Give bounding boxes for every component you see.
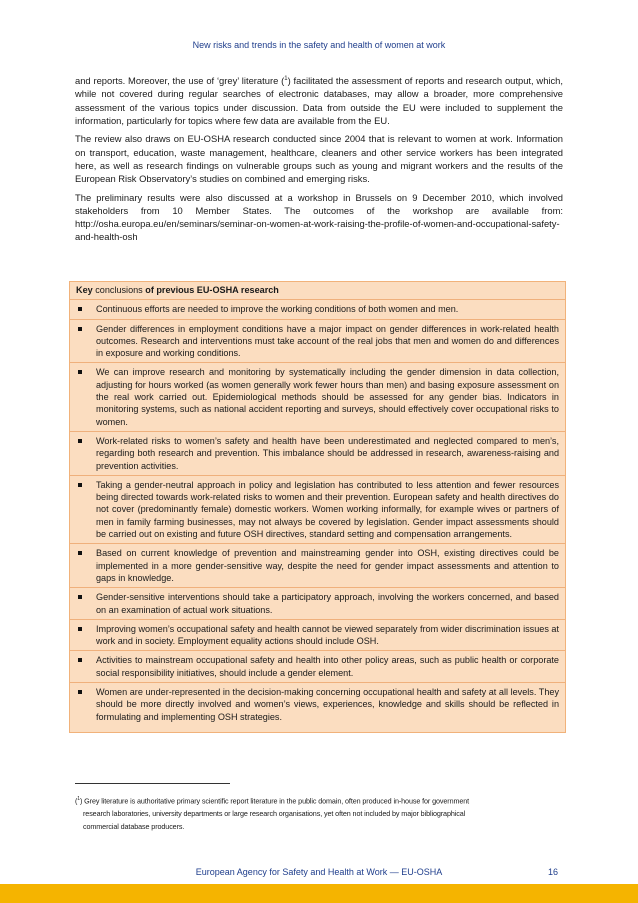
list-item: Gender differences in employment conditions have a major impact on gender differences in work-related health outcomes. Research and interventions must take account of the real jobs that men and women do and differences in exposure and working conditions. (70, 320, 565, 364)
bullet-square-icon (78, 370, 82, 374)
bullet-square-icon (78, 327, 82, 331)
body-text (75, 73, 563, 249)
footer-band (0, 884, 638, 903)
footnote-marker: 1 (77, 796, 80, 802)
footnote: ($^1$) Grey literature is authoritative primary scientific report literature in the public domain, often produced in-house for government research laboratories, university departments or large research organisations, yet often not included by major bibliographical commercial database producers. (75, 796, 470, 831)
list-item: Improving women’s occupational safety and health cannot be viewed separately from wider discrimination issues at work and in society. Employment equality actions should include OSH. (70, 620, 565, 652)
bullet-square-icon (78, 551, 82, 555)
running-header: New risks and trends in the safety and health of women at work (192, 40, 446, 50)
list-item: Activities to mainstream occupational safety and health into other policy areas, such as public health or corporate social responsibility initiatives, should include a gender element. (70, 651, 565, 683)
bullet-square-icon (78, 483, 82, 487)
paragraph-workshop: The preliminary results were also discussed at a workshop in Brussels on 9 December 2010, which involved stakeholders from 10 Member States. The outcomes of the workshop are available from: http://osha.europa.eu/en/seminars/seminar-on-women-at-work-raising-the-profile-of-women-and-occupational-safety-and-health-osh (75, 191, 563, 243)
list-item: We can improve research and monitoring by systematically including the gender dimension in data collection, adjusting for hours worked (as women generally work fewer hours than men) and basing exposure assessment on the real work carried out. Epidemiological methods should be assessed for any gender bias. Indicators in monitoring systems, such as national accident reporting and surveys, should effectively cover occupational risks to women. (70, 363, 565, 431)
paragraph-grey-literature: and reports. Moreover, the use of ‘grey’ literature ($^1$) facilitated the assessment of reports and research output, which, while not covered during regular searches of electronic databases, may allow a broader, more comprehensive assessment of the various topics under discussion. Data from outside the EU were included to supplement the information, particularly for topics where few data are available from the EU. (75, 75, 564, 127)
list-item: Based on current knowledge of prevention and mainstreaming gender into OSH, existing directives could be implemented in a more gender-sensitive way, despite the need for gender impact assessments and attention to gaps in knowledge. (70, 544, 565, 588)
footer-agency: European Agency for Safety and Health at Work — EU-OSHA (195, 867, 443, 877)
key-conclusions-title: Key conclusions of previous EU-OSHA research (70, 282, 565, 300)
key-conclusions-box (69, 281, 566, 733)
paragraph-review: The review also draws on EU-OSHA research conducted since 2004 that is relevant to women at work. Information on transport, education, waste management, healthcare, cleaners and other service workers has been integrated here, as well as research findings on vulnerable groups such as young and migrant workers and the results of the European Risk Observatory’s studies on combined and emerging risks. (75, 133, 563, 185)
footnote-divider (75, 783, 230, 784)
footnote-ref[interactable]: 1 (284, 76, 288, 82)
list-item: Women are under-represented in the decision-making concerning occupational health and safety at all levels. They should be more directly involved and women’s views, experiences, knowledge and skills should be reflected in formulating and implementing OSH strategies. (70, 683, 565, 726)
list-item: Gender-sensitive interventions should take a participatory approach, involving the workers concerned, and based on an examination of actual work situations. (70, 588, 565, 620)
page-number: 16 (548, 867, 559, 877)
bullet-square-icon (78, 439, 82, 443)
bullet-square-icon (78, 595, 82, 599)
workshop-url-link[interactable]: http://osha.europa.eu/en/seminars/seminar-on-women-at-work-raising-the-profile-of-women-and-occupational-safety-and-health-osh (75, 218, 560, 243)
bullet-square-icon (78, 627, 82, 631)
list-item: Work-related risks to women’s safety and health have been underestimated and neglected compared to men’s, regarding both research and prevention. This imbalance should be addressed in research, awareness-raising and prevention activities. (70, 432, 565, 476)
list-item: Taking a gender-neutral approach in policy and legislation has contributed to less attention and fewer resources being directed towards work-related risks to women and their prevention. European safety and health directives do not cover (predominantly female) domestic workers. Women working informally, for example wives or partners of men in family farming businesses, may not always be covered by legislation. Gender impact assessments should be carried out on existing and future OSH directives, standard setting and compensation arrangements. (70, 476, 565, 544)
bullet-square-icon (78, 307, 82, 311)
bullet-square-icon (78, 658, 82, 662)
list-item: Continuous efforts are needed to improve the working conditions of both women and men. (70, 300, 565, 319)
bullet-square-icon (78, 690, 82, 694)
